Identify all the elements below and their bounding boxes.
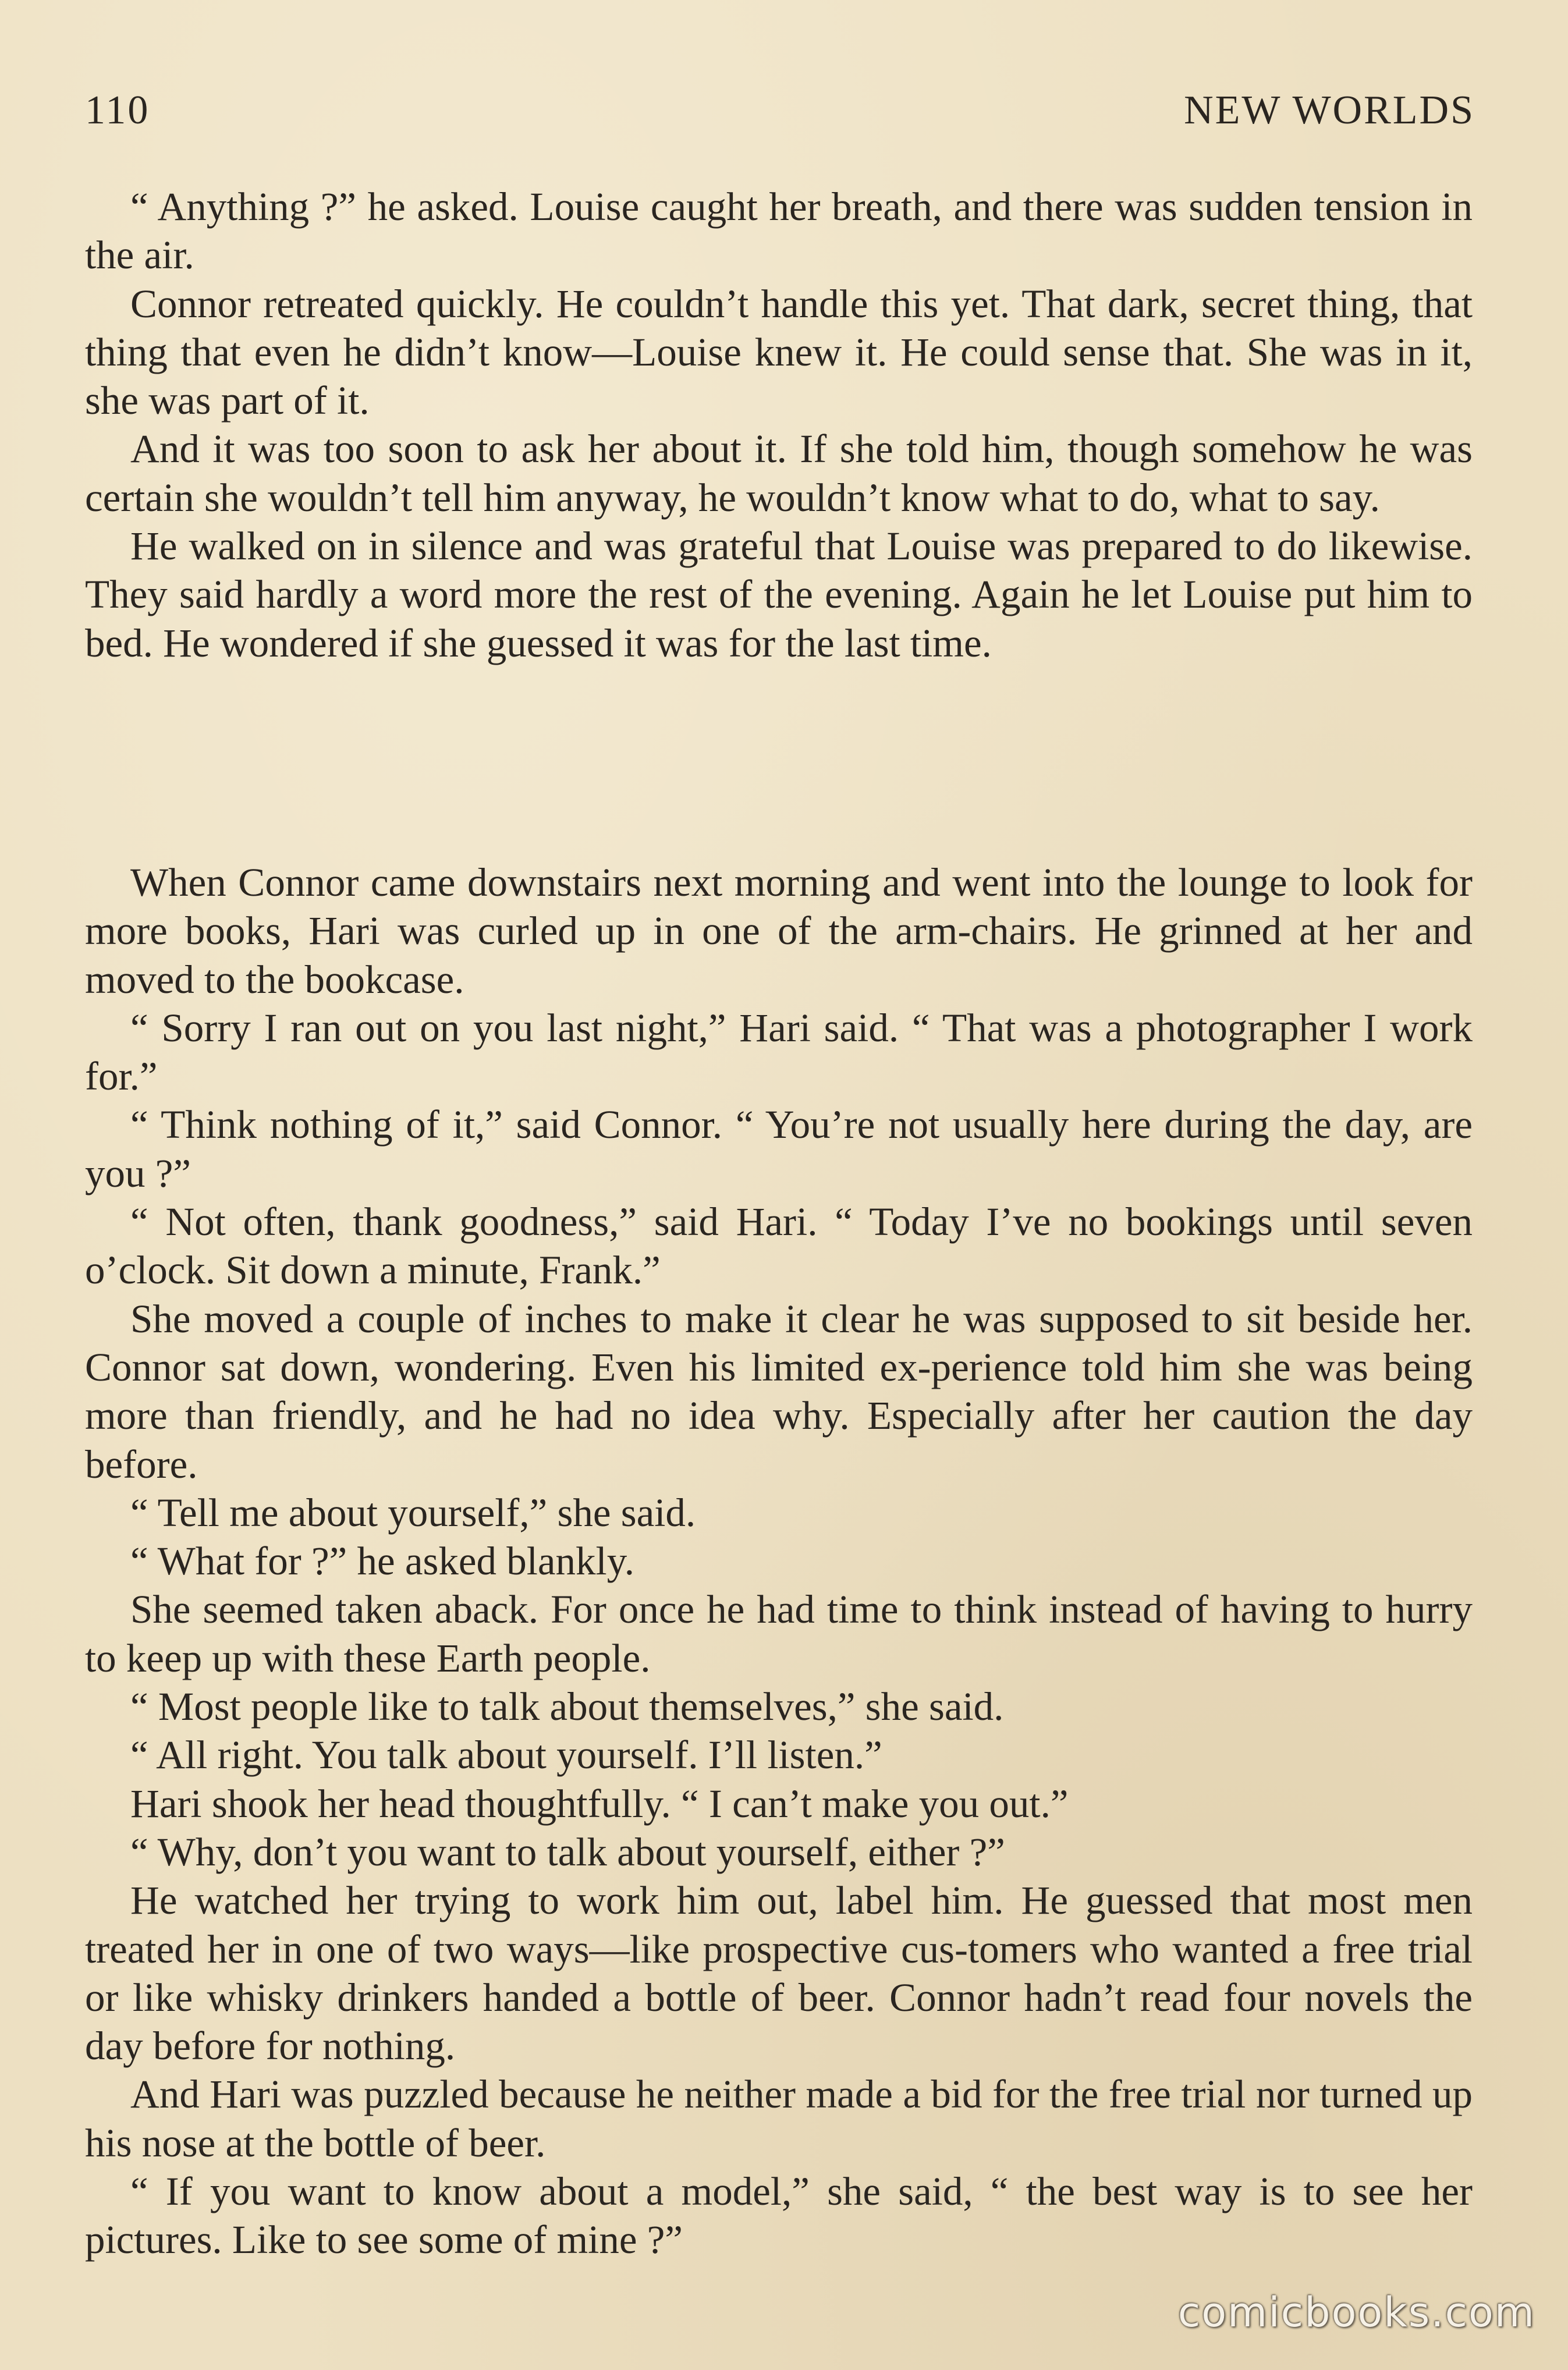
text-section-2 xyxy=(85,858,1473,2265)
paragraph: “ What for ?” he asked blankly. xyxy=(130,1539,634,1584)
page-number: 110 xyxy=(85,88,150,133)
paragraph: “ Not often, thank goodness,” said Hari. “ Today I’ve no bookings until seven o’clock. Sit down a minute, Frank.” xyxy=(85,1200,1473,1293)
paragraph: “ Anything ?” he asked. Louise caught her breath, and there was sudden tension in the air. xyxy=(85,185,1473,278)
paragraph: “ Most people like to talk about themselves,” she said. xyxy=(130,1684,1004,1729)
paragraph: “ Why, don’t you want to talk about yourself, either ?” xyxy=(130,1829,1005,1874)
paragraph: Connor retreated quickly. He couldn’t handle this yet. That dark, secret thing, that thing that even he didn’t know—Louise knew it. He could sense that. She was in it, she was part of it. xyxy=(85,281,1473,423)
paragraph: “ Think nothing of it,” said Connor. “ You’re not usually here during the day, are you ?” xyxy=(85,1102,1473,1195)
paragraph: “ Tell me about yourself,” she said. xyxy=(130,1490,696,1535)
paragraph: “ Sorry I ran out on you last night,” Hari said. “ That was a photographer I work for.” xyxy=(85,1005,1473,1099)
paragraph: He watched her trying to work him out, label him. He guessed that most men treated her in one of two ways—like prospective cus-tomers who wanted a free trial or like whisky drinkers handed a bottle of beer. Connor hadn’t read four novels the day before for nothing. xyxy=(85,1878,1473,2069)
text-section-1 xyxy=(85,183,1473,668)
paragraph: Hari shook her head thoughtfully. “ I can’t make you out.” xyxy=(130,1781,1069,1826)
page-header xyxy=(85,87,1475,140)
watermark: comicbooks.com xyxy=(1177,2289,1535,2336)
paragraph: “ All right. You talk about yourself. I’ll listen.” xyxy=(130,1733,882,1778)
paragraph: And Hari was puzzled because he neither made a bid for the free trial nor turned up his nose at the bottle of beer. xyxy=(85,2072,1473,2165)
paragraph: She seemed taken aback. For once he had time to think instead of having to hurry to keep up with these Earth people. xyxy=(85,1587,1473,1680)
paragraph: And it was too soon to ask her about it. If she told him, though somehow he was certain she wouldn’t tell him anyway, he wouldn’t know what to do, what to say. xyxy=(85,427,1473,520)
paragraph: When Connor came downstairs next morning and went into the lounge to look for more books, Hari was curled up in one of the arm-chairs. He grinned at her and moved to the bookcase. xyxy=(85,860,1473,1002)
running-head: NEW WORLDS xyxy=(1184,88,1475,133)
paragraph: “ If you want to know about a model,” she said, “ the best way is to see her pictures. Like to see some of mine ?” xyxy=(85,2169,1473,2262)
paragraph: He walked on in silence and was grateful that Louise was prepared to do likewise. They said hardly a word more the rest of the evening. Again he let Louise put him to bed. He wondered if she guessed it was for the last time. xyxy=(85,524,1473,665)
paragraph: She moved a couple of inches to make it clear he was supposed to sit beside her. Connor sat down, wondering. Even his limited ex-perience told him she was being more than friendly, and he had no idea why. Especially after her caution the day before. xyxy=(85,1296,1473,1486)
